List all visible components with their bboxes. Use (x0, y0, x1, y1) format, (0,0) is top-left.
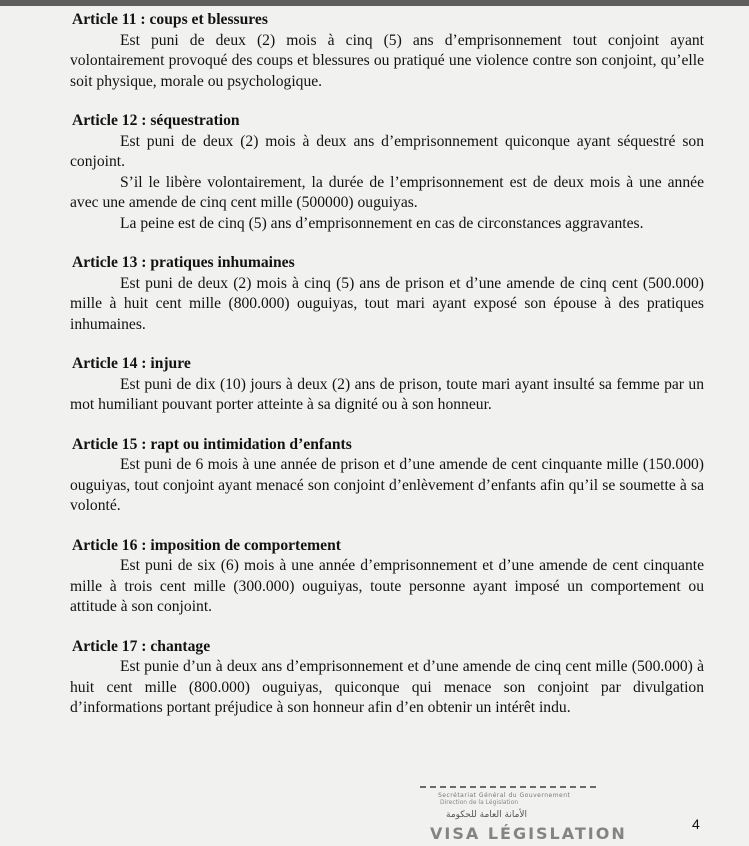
article-paragraph: La peine est de cinq (5) ans d’emprisonnement en cas de circonstances aggravantes. (120, 214, 644, 232)
article-title: Article 15 : rapt ou intimidation d’enfants (72, 435, 352, 453)
stamp-line-3: الأمانة العامة للحكومة (446, 810, 528, 820)
article-title: Article 12 : séquestration (72, 112, 240, 129)
article-16 (64, 536, 704, 618)
article-11 (64, 10, 704, 92)
article-paragraph: Est puni de dix (10) jours à deux (2) ans de prison, toute mari ayant insulté sa femme par un mot humiliant pouvant porter atteinte à sa dignité ou à son honneur. (70, 375, 704, 413)
stamp-line-2: Direction de la Législation (440, 799, 519, 806)
article-title: Article 11 : coups et blessures (72, 11, 268, 28)
legislation-stamp (416, 784, 627, 846)
top-edge (0, 0, 749, 6)
article-paragraph: Est puni de deux (2) mois à cinq (5) ans de prison et d’une amende de cinq cent (500.000) mille à huit cent mille (800.000) ouguiyas, tout mari ayant exposé son épouse à des pratiques inhumaines. (70, 274, 704, 333)
article-17 (64, 637, 704, 719)
article-paragraph: Est puni de six (6) mois à une année d’emprisonnement et d’une amende de cent cinquante mille à trois cent mille (300.000) ouguiyas, toute personne ayant imposé un comportement ou attitude à son conjoint. (70, 557, 704, 615)
article-paragraph: S’il le libère volontairement, la durée de l’emprisonnement est de deux mois à une année avec une amende de cinq cent mille (500000) ouguiyas. (70, 173, 704, 211)
stamp-border (420, 786, 596, 788)
article-title: Article 16 : imposition de comportement (72, 536, 341, 554)
stamp-line-1: Secrétariat Général du Gouvernement (438, 792, 571, 799)
document-page (64, 10, 704, 738)
stamp-line-4: VISA LÉGISLATION (430, 824, 627, 843)
article-14 (64, 354, 704, 416)
article-paragraph: Est puni de deux (2) mois à deux ans d’emprisonnement quiconque ayant séquestré son conjoint. (70, 132, 704, 170)
page-number: 4 (692, 816, 700, 832)
article-title: Article 13 : pratiques inhumaines (72, 254, 295, 271)
article-title: Article 14 : injure (72, 355, 191, 372)
article-paragraph: Est puni de 6 mois à une année de prison et d’une amende de cent cinquante mille (150.000) ouguiyas, tout conjoint ayant menacé son conjoint d’enlèvement d’enfants afin qu’il se soumette à sa volonté. (70, 456, 704, 514)
article-12 (64, 111, 704, 234)
article-13 (64, 253, 704, 335)
article-15 (64, 435, 704, 517)
article-paragraph: Est punie d’un à deux ans d’emprisonnement et d’une amende de cinq cent mille (500.000) à huit cent mille (800.000) ouguiyas, quiconque qui menace son conjoint par divulgation d’informations portant préjudice à son honneur afin d’en obtenir un intérêt indu. (70, 658, 704, 716)
article-paragraph: Est puni de deux (2) mois à cinq (5) ans d’emprisonnement tout conjoint ayant volontairement provoqué des coups et blessures ou pratiqué une violence contre son conjoint, qu’elle soit physique, morale ou psychologique. (70, 31, 704, 90)
article-title: Article 17 : chantage (72, 637, 211, 655)
